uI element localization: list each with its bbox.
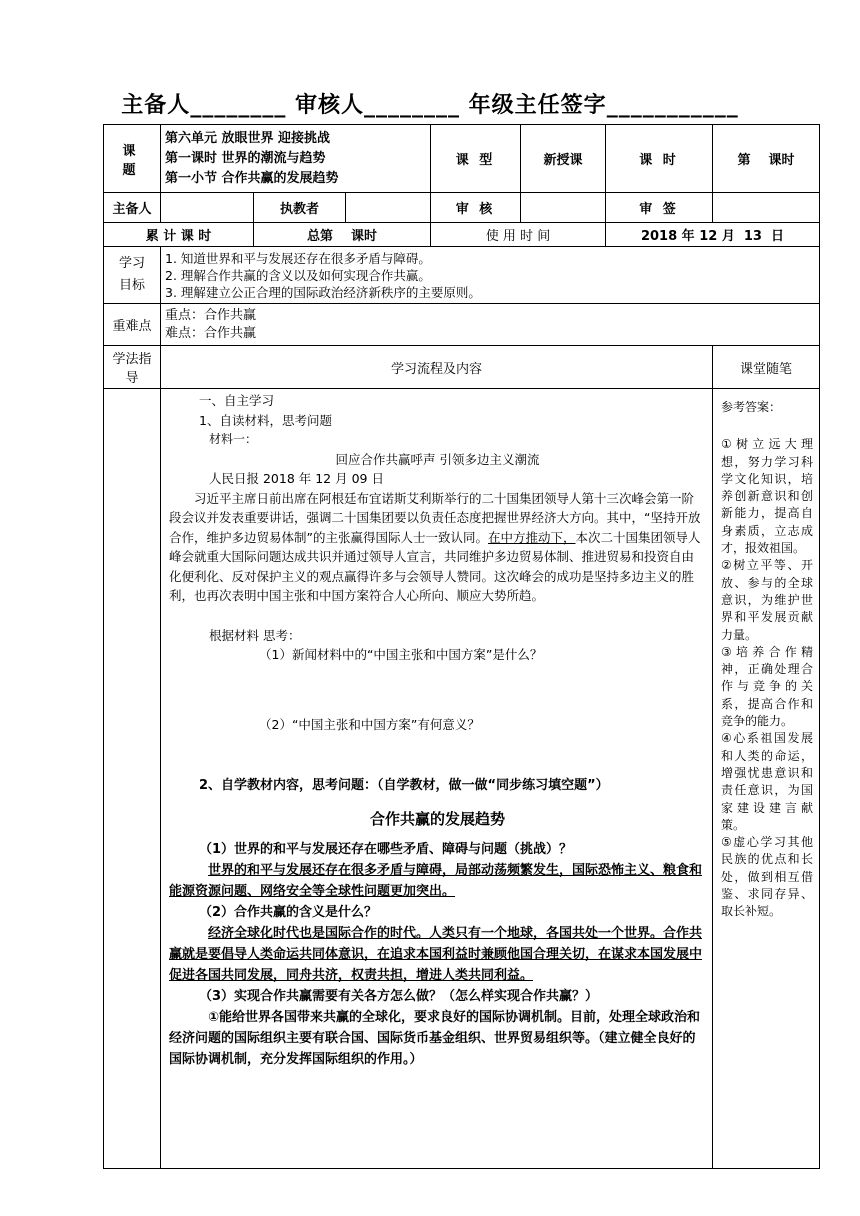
think-label: 根据材料 思考： [209, 627, 301, 643]
director-label: 年级主任签字 [468, 93, 607, 118]
keypoints-row [104, 304, 820, 346]
subsection-heading-2: 2、自学教材内容，思考问题：（自学教材，做一做“同步练习填空题”） [199, 778, 609, 793]
bold-question-2: （2）合作共赢的含义是什么？ [199, 905, 378, 920]
sign-value[interactable] [713, 193, 820, 223]
keypoints-label: 重难点 [104, 304, 161, 346]
type-label: 课 型 [431, 125, 521, 193]
bold-question-1: （1）世界的和平与发展还存在哪些矛盾、障碍与问题（挑战）？ [199, 842, 573, 857]
reviewer-label: 审核人 [294, 93, 364, 118]
section-title: 合作共赢的发展趋势 [369, 809, 505, 828]
notes-header: 课堂随笔 [713, 346, 820, 389]
audit-label: 审 核 [431, 193, 521, 223]
process-header: 学习流程及内容 [161, 346, 713, 389]
topic-line-2: 第一课时 世界的潮流与趋势 [165, 150, 326, 166]
staff-row [104, 193, 820, 223]
topic-line-1: 第六单元 放眼世界 迎接挑战 [165, 130, 331, 146]
section-heading: 一、自主学习 [199, 393, 275, 408]
hours-row [104, 223, 820, 247]
material-label: 材料一： [209, 432, 258, 446]
note-item: ⑤虚心学习其他民族的优点和长处，做到相互借鉴、求同存异、取长补短。 [721, 835, 813, 919]
teacher-value[interactable] [346, 193, 431, 223]
process-column [161, 389, 713, 1169]
goal-item: 3. 理解建立公正合理的国际政治经济新秩序的主要原则。 [165, 284, 481, 300]
difficulty-text: 难点：合作共赢 [165, 325, 257, 341]
question-1: （1）新闻材料中的“中国主张和中国方案”是什么？ [259, 647, 543, 662]
bold-question-3: （3）实现合作共赢需要有关各方怎么做？（怎么样实现合作共赢？） [199, 989, 599, 1004]
column-header-row [104, 346, 820, 389]
method-header: 学法指导 [104, 346, 161, 389]
date-label: 使 用 时 间 [431, 223, 606, 247]
goals-label-line1: 学习 [118, 256, 145, 271]
answer-1-text: 世界的和平与发展还存在很多矛盾与障碍，局部动荡频繁发生，国际恐怖主义、粮食和能源资源问题、网络安全等全球性问题更加突出。 [169, 863, 703, 899]
focus-text: 重点：合作共赢 [165, 307, 257, 323]
goals-label [104, 247, 161, 304]
material-text-b: 本次二十国集团领导人峰会就重大国际问题达成共识并通过领导人宣言，共同维护多边贸易体制、推进贸易和投资自由化便利化、反对保护主义的观点赢得许多与会领导人赞同。这次峰会的成功是坚持多边主义的胜利，也再次表明中国主张和中国方案符合人心所向、顺应大势所趋。 [169, 529, 701, 603]
method-column [104, 389, 161, 1169]
bold-answer-2 [169, 923, 706, 986]
goals-row [104, 247, 820, 304]
topic-value [161, 125, 431, 193]
cumulative-label: 累 计 课 时 [104, 223, 254, 247]
goal-item: 2. 理解合作共赢的含义以及如何实现合作共赢。 [165, 267, 431, 283]
topic-label: 课 题 [104, 125, 161, 193]
material-paragraph [169, 489, 706, 606]
notes-title: 参考答案： [721, 400, 782, 414]
material-text-underlined: 在中方推动下， [487, 529, 576, 545]
note-item: ②树立平等、开放、参与的全球意识，为维护世界和平发展贡献力量。 [721, 558, 813, 642]
bold-answer-1 [169, 860, 706, 902]
note-item: ④心系祖国发展和人类的命运，增强忧患意识和责任意识，为国家建设建言献策。 [721, 731, 813, 832]
teacher-label: 执教者 [254, 193, 346, 223]
lesson-plan-table [103, 124, 820, 1169]
topic-line-3: 第一小节 合作共赢的发展趋势 [165, 170, 339, 186]
topic-row [104, 125, 820, 193]
note-item: ③培养合作精神，正确处理合作与竞争的关系，提高合作和竞争的能力。 [721, 644, 813, 729]
goal-item: 1. 知道世界和平与发展还存在很多矛盾与障碍。 [165, 250, 431, 266]
period-label: 课 时 [606, 125, 713, 193]
preparer-blank[interactable]: ________ [190, 93, 287, 118]
goals-list [161, 247, 820, 304]
total-label: 总第 课时 [254, 223, 431, 247]
bold-answer-3: ①能给世界各国带来共赢的全球化，要求良好的国际协调机制。目前，处理全球政治和经济问题的国际组织主要有联合国、国际货币基金组织、世界贸易组织等。（建立健全良好的国际协调机制，充分发挥国际组织的作用。） [169, 1010, 701, 1067]
keypoints-value [161, 304, 820, 346]
subsection-heading: 1、自读材料，思考问题 [199, 412, 332, 428]
goals-label-line2: 目标 [118, 278, 145, 293]
preparer-cell-value[interactable] [161, 193, 254, 223]
content-row [104, 389, 820, 1169]
date-value: 2018 年 12 月 13 日 [606, 223, 820, 247]
signature-header [0, 88, 860, 119]
material-text-a: 习近平主席日前出席在阿根廷布宜诺斯艾利斯举行的二十国集团领导人第十三次峰会第一阶段会议并发表重要讲话，强调二十国集团要以负责任态度把握世界经济大方向。其中，“坚持开放合作，维护多边贸易体制”的主张赢得国际人士一致认同。 [169, 490, 701, 545]
sign-label: 审 签 [606, 193, 713, 223]
preparer-cell-label: 主备人 [104, 193, 161, 223]
preparer-label: 主备人 [121, 93, 191, 118]
material-source: 人民日报 2018 年 12 月 09 日 [209, 471, 384, 486]
audit-value[interactable] [521, 193, 606, 223]
period-value: 第 课时 [713, 125, 820, 193]
note-item: ①树立远大理想，努力学习科学文化知识，培养创新意识和创新能力，提高自身素质，立志成才，报效祖国。 [721, 437, 813, 556]
director-blank[interactable]: ___________ [606, 93, 739, 118]
answer-2-text: 经济全球化时代也是国际合作的时代。人类只有一个地球，各国共处一个世界。合作共赢就是要倡导人类命运共同体意识，在追求本国利益时兼顾他国合理关切，在谋求本国发展中促进各国共同发展，同舟共济，权责共担，增进人类共同利益。 [169, 926, 703, 983]
notes-column [713, 389, 820, 1169]
reviewer-blank[interactable]: ________ [364, 93, 460, 118]
material-title: 回应合作共赢呼声 引领多边主义潮流 [335, 451, 540, 467]
question-2: （2）“中国主张和中国方案”有何意义？ [259, 716, 480, 732]
type-value: 新授课 [521, 125, 606, 193]
